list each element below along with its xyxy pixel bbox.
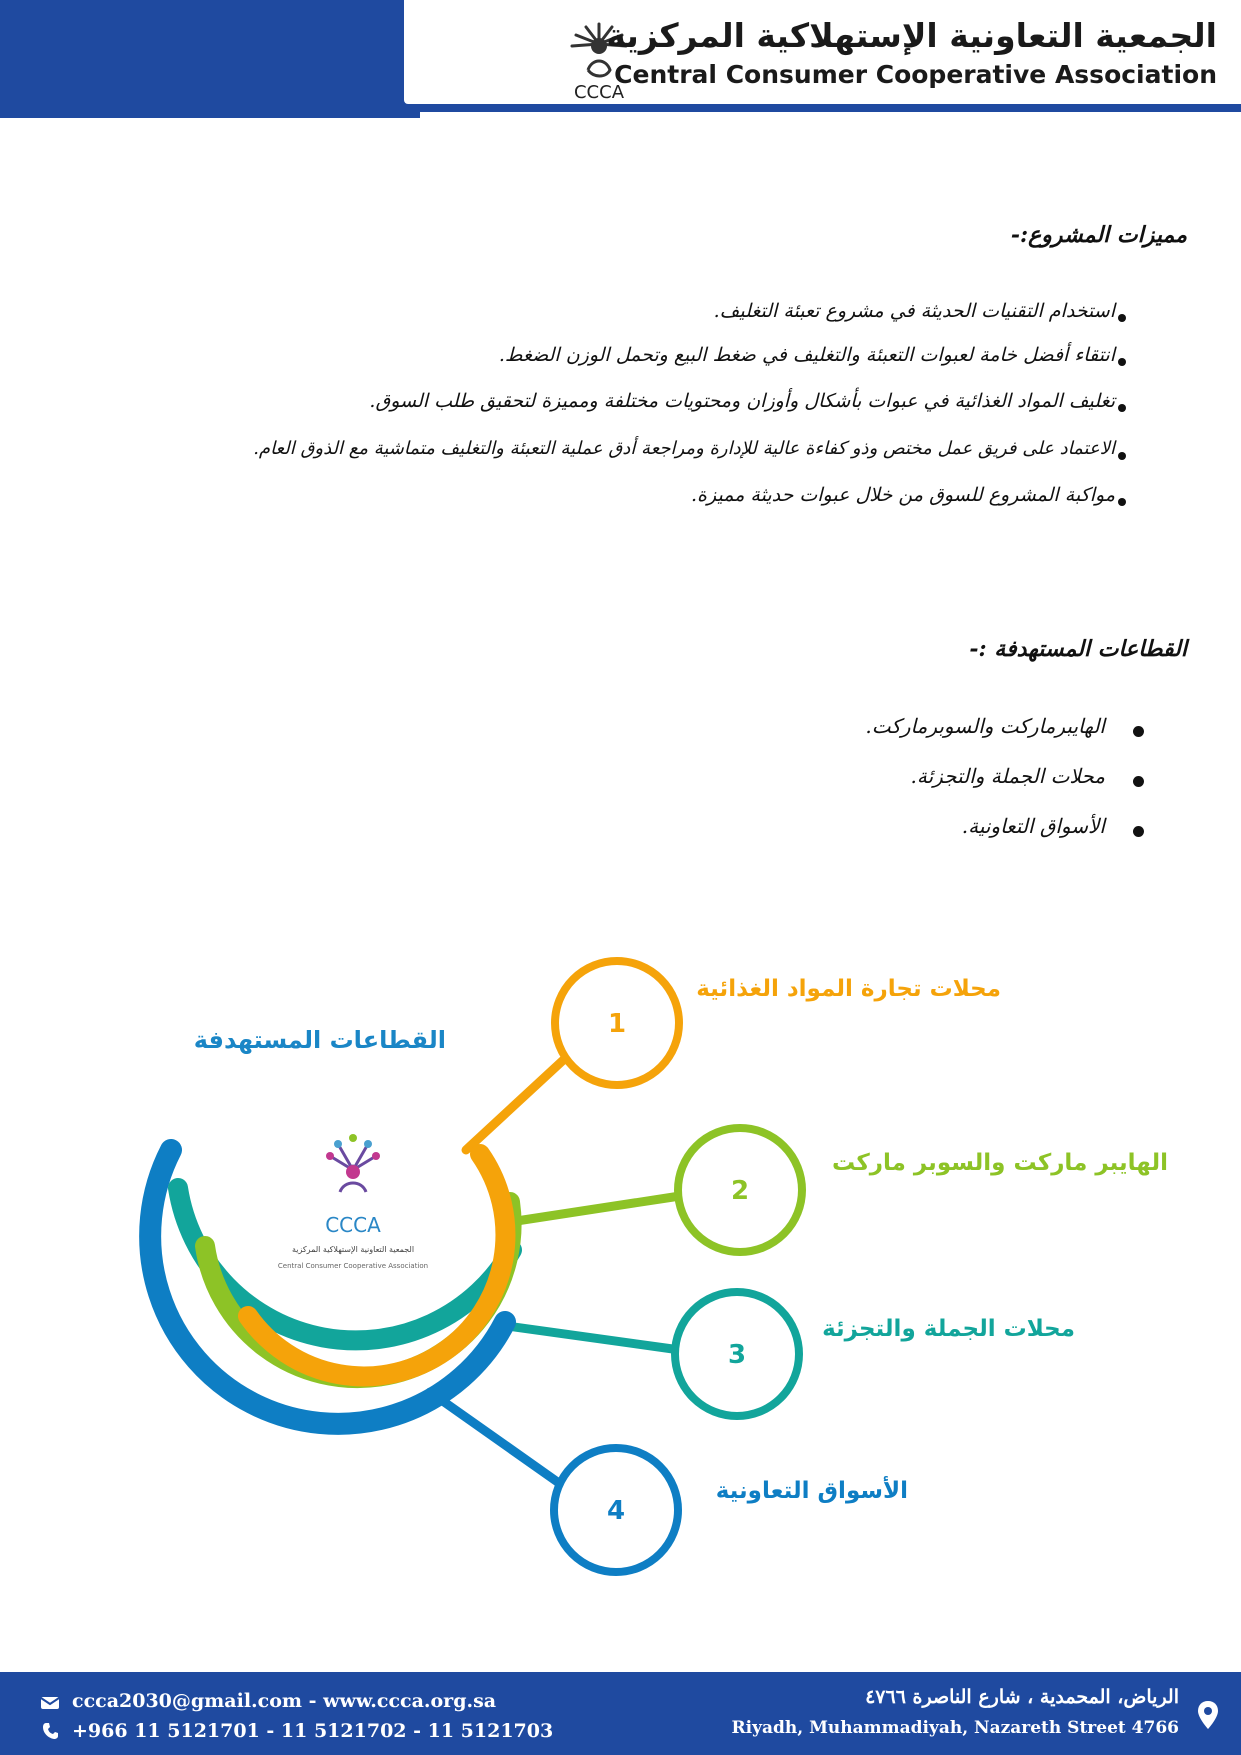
feature-item: تغليف المواد الغذائية في عبوات بأشكال وأوزان ومحتويات مختلفة ومميزة لتحقيق طلب السوق. bbox=[369, 390, 1115, 412]
feature-item: استخدام التقنيات الحديثة في مشروع تعبئة التغليف. bbox=[713, 300, 1115, 322]
footer-email-web: ccca2030@gmail.com - www.ccca.org.sa bbox=[72, 1690, 497, 1712]
node-number-4: 4 bbox=[606, 1496, 626, 1526]
node-number-2: 2 bbox=[730, 1176, 750, 1206]
bullet-icon bbox=[1118, 358, 1126, 366]
connector-2 bbox=[510, 1196, 680, 1222]
diagram-graphic bbox=[0, 940, 1241, 1600]
feature-item: انتقاء أفضل خامة لعبوات التعبئة والتغليف في ضغط البيع وتحمل الوزن الضغط. bbox=[498, 344, 1115, 366]
node-label-4: الأسواق التعاونية bbox=[715, 1478, 908, 1504]
bullet-icon bbox=[1133, 826, 1144, 837]
bullet-icon bbox=[1133, 776, 1144, 787]
footer-address-english: Riyadh, Muhammadiyah, Nazareth Street 4766 bbox=[731, 1718, 1179, 1738]
sector-item: الأسواق التعاونية. bbox=[961, 814, 1105, 838]
center-name-arabic: الجمعية التعاونية الإستهلاكية المركزية bbox=[291, 1245, 415, 1254]
node-label-1: محلات تجارة المواد الغذائية bbox=[696, 976, 1001, 1002]
sector-item: محلات الجملة والتجزئة. bbox=[910, 764, 1105, 788]
connector-4 bbox=[430, 1392, 566, 1488]
phone-icon bbox=[42, 1722, 58, 1740]
bullet-icon bbox=[1118, 314, 1126, 322]
bullet-icon bbox=[1133, 726, 1144, 737]
footer-phones: +966 11 5121701 - 11 5121702 - 11 5121703 bbox=[72, 1720, 554, 1742]
header-band bbox=[0, 0, 420, 118]
connector-3 bbox=[500, 1325, 680, 1350]
center-logo-icon bbox=[326, 1134, 380, 1192]
footer-band bbox=[0, 1672, 1241, 1755]
center-logo-text: CCCA bbox=[325, 1213, 381, 1237]
sector-item: الهايبرماركت والسوبرماركت. bbox=[865, 714, 1105, 738]
envelope-icon bbox=[40, 1696, 60, 1710]
org-name-english: Central Consumer Cooperative Association bbox=[614, 60, 1217, 89]
bullet-icon bbox=[1118, 452, 1126, 460]
node-number-1: 1 bbox=[607, 1009, 627, 1039]
location-pin-icon bbox=[1197, 1700, 1219, 1730]
node-label-2: الهايبر ماركت والسوبر ماركت bbox=[832, 1150, 1168, 1176]
features-heading: مميزات المشروع:- bbox=[1010, 222, 1187, 248]
diagram-title: القطاعات المستهدفة bbox=[193, 1026, 446, 1054]
bullet-icon bbox=[1118, 404, 1126, 412]
node-label-3: محلات الجملة والتجزئة bbox=[822, 1316, 1075, 1342]
sectors-heading: القطاعات المستهدفة :- bbox=[969, 636, 1187, 662]
connector-1 bbox=[466, 1052, 572, 1150]
center-name-english: Central Consumer Cooperative Association bbox=[277, 1262, 429, 1270]
footer-address-arabic: الرياض، المحمدية ، شارع الناصرة ٤٧٦٦ bbox=[865, 1686, 1179, 1708]
feature-item: مواكبة المشروع للسوق من خلال عبوات حديثة مميزة. bbox=[691, 484, 1115, 506]
target-sectors-diagram bbox=[0, 940, 1241, 1600]
feature-item: الاعتماد على فريق عمل مختص وذو كفاءة عالية للإدارة ومراجعة أدق عملية التعبئة والتغليف متماشية مع الذوق العام. bbox=[253, 438, 1115, 459]
logo-text: CCCA bbox=[573, 82, 625, 102]
org-name-arabic: الجمعية التعاونية الإستهلاكية المركزية bbox=[606, 16, 1217, 55]
node-number-3: 3 bbox=[727, 1340, 747, 1370]
bullet-icon bbox=[1118, 498, 1126, 506]
